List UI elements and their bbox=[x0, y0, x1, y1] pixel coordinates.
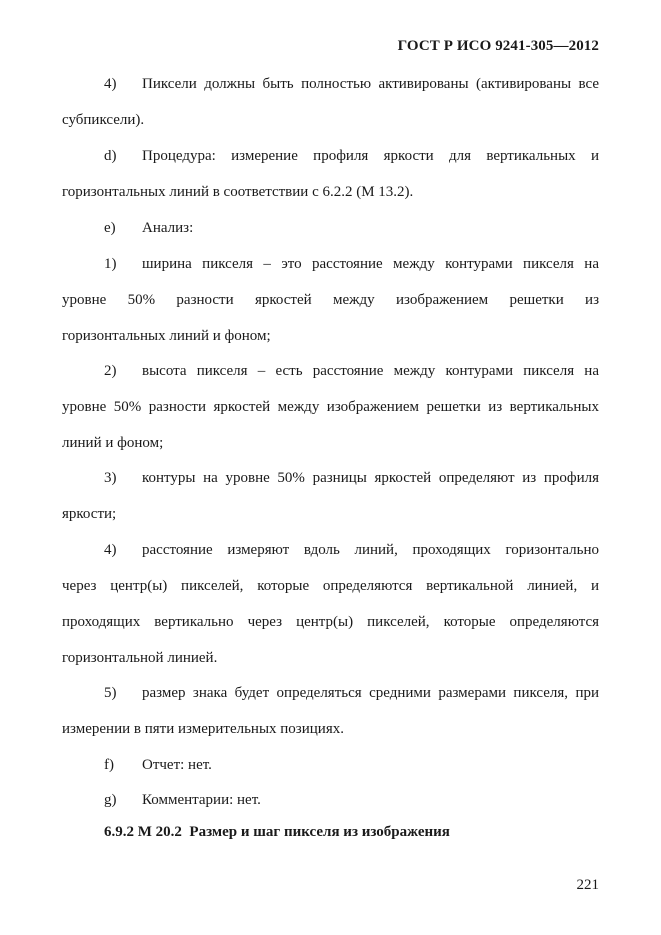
list-item bbox=[62, 782, 599, 818]
item-text: Анализ: bbox=[142, 220, 194, 236]
item-marker: 1) bbox=[104, 256, 117, 272]
list-item bbox=[62, 460, 599, 532]
item-text: проходящих вертикально через центр(ы) пикселей, которые определяются bbox=[62, 614, 599, 630]
item-text: Комментарии: нет. bbox=[142, 792, 261, 808]
item-text: уровне 50% разности яркостей между изображением решетки из вертикальных bbox=[62, 399, 599, 415]
item-text: Процедура: измерение профиля яркости для вертикальных и bbox=[142, 148, 599, 164]
list-item bbox=[62, 747, 599, 783]
item-text: Отчет: нет. bbox=[142, 757, 212, 773]
list-item bbox=[62, 532, 599, 676]
item-marker: 4) bbox=[104, 542, 117, 558]
item-text: горизонтальных линий в соответствии с 6.2.2 (М 13.2). bbox=[62, 184, 414, 200]
item-marker: 5) bbox=[104, 685, 117, 701]
item-text: размер знака будет определяться средними размерами пикселя, при bbox=[142, 685, 599, 701]
item-text: Пиксели должны быть полностью активированы (активированы все bbox=[142, 76, 599, 92]
item-marker: 2) bbox=[104, 363, 117, 379]
item-marker: 3) bbox=[104, 470, 117, 486]
item-marker: g) bbox=[104, 792, 117, 808]
item-text: горизонтальных линий и фоном; bbox=[62, 328, 271, 344]
item-text: высота пикселя – есть расстояние между контурами пикселя на bbox=[142, 363, 599, 379]
item-text: измерении в пяти измерительных позициях. bbox=[62, 721, 344, 737]
list-item bbox=[62, 675, 599, 747]
item-text: контуры на уровне 50% разницы яркостей определяют из профиля bbox=[142, 470, 599, 486]
item-text: субпиксели). bbox=[62, 112, 145, 128]
list-item bbox=[62, 353, 599, 461]
item-text: уровне 50% разности яркостей между изображением решетки из bbox=[62, 292, 599, 308]
page-number: 221 bbox=[576, 877, 599, 893]
item-text: яркости; bbox=[62, 506, 117, 522]
list-item bbox=[62, 66, 599, 138]
section-heading: 6.9.2 М 20.2 Размер и шаг пикселя из изображения bbox=[104, 824, 450, 840]
list-item bbox=[62, 246, 599, 354]
item-text: горизонтальной линией. bbox=[62, 650, 218, 666]
document-header: ГОСТ Р ИСО 9241-305—2012 bbox=[397, 38, 599, 54]
item-text: линий и фоном; bbox=[62, 435, 164, 451]
item-marker: d) bbox=[104, 148, 117, 164]
item-text: через центр(ы) пикселей, которые определяются вертикальной линией, и bbox=[62, 578, 599, 594]
item-marker: 4) bbox=[104, 76, 117, 92]
item-marker: e) bbox=[104, 220, 116, 236]
list-item bbox=[62, 210, 599, 246]
list-item bbox=[62, 138, 599, 210]
item-text: расстояние измеряют вдоль линий, проходящих горизонтально bbox=[142, 542, 599, 558]
item-marker: f) bbox=[104, 757, 114, 773]
item-text: ширина пикселя – это расстояние между контурами пикселя на bbox=[142, 256, 599, 272]
